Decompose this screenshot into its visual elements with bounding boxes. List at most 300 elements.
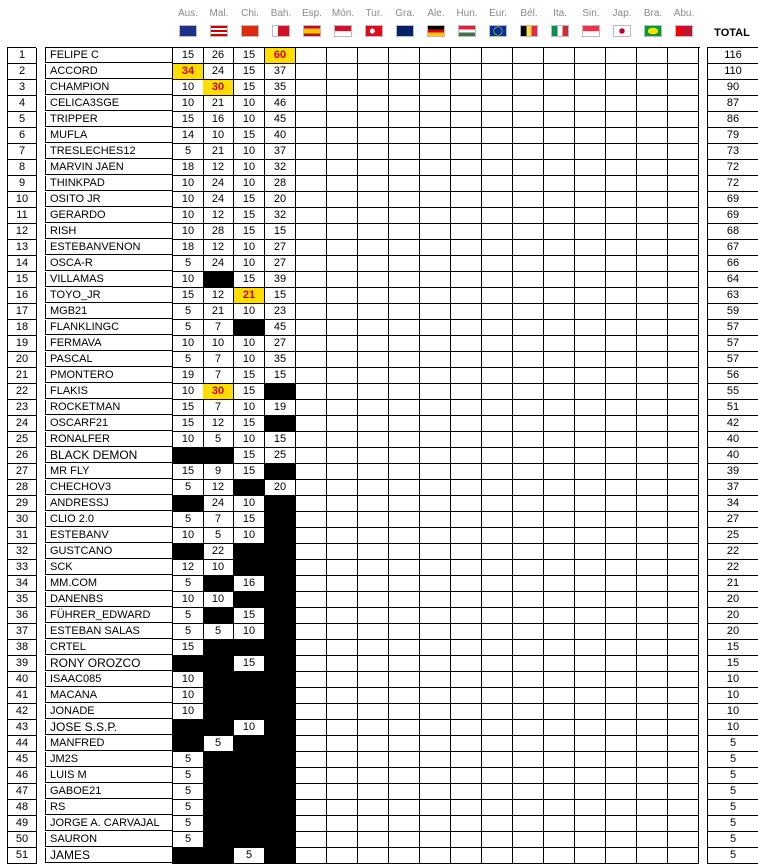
score-cell [668,176,699,192]
score-cell [420,144,451,160]
score-cell [327,400,358,416]
score-cell [296,256,327,272]
score-cell: 10 [234,240,265,256]
score-cell [296,368,327,384]
score-cell [327,528,358,544]
score-cell [606,512,637,528]
score-cell: 7 [203,368,234,384]
score-cell [668,816,699,832]
score-cell: 10 [172,672,204,688]
score-cell [389,352,420,368]
player-name-cell: MARVIN JAEN [45,160,173,175]
score-cell [420,512,451,528]
score-cell [327,512,358,528]
score-cell [389,304,420,320]
score-cell [606,256,637,272]
score-cell [544,720,575,736]
rank-cell: 30 [7,512,37,528]
score-cell [544,256,575,272]
score-cell [420,288,451,304]
score-cell [637,560,668,576]
table-row [0,656,758,672]
score-cell [389,336,420,352]
score-cell: 15 [234,608,265,624]
score-cell [358,176,389,192]
table-row [0,672,758,688]
score-cell [482,464,513,480]
score-cell [389,176,420,192]
score-cell [451,672,482,688]
score-cell [606,240,637,256]
score-cell [575,448,606,464]
score-cell [389,384,420,400]
score-cell [482,704,513,720]
score-cell: 5 [203,624,234,640]
score-cell: 7 [203,400,234,416]
score-cell [327,224,358,240]
score-cell [265,576,296,592]
score-cell [544,736,575,752]
score-cell [172,736,204,752]
score-cell: 10 [203,128,234,144]
score-cell [575,192,606,208]
score-cell [668,480,699,496]
score-cell: 5 [203,432,234,448]
score-cell [296,768,327,784]
score-cell [606,624,637,640]
score-cell [358,336,389,352]
score-cell: 10 [172,208,204,224]
score-cell: 5 [172,352,204,368]
score-cell [420,48,451,64]
score-cell [203,816,234,832]
score-cell [606,128,637,144]
score-cell [513,624,544,640]
score-cell: 22 [203,544,234,560]
rank-cell: 10 [7,192,37,208]
score-cell [327,816,358,832]
score-cell [544,128,575,144]
score-cell [358,96,389,112]
score-cell [420,496,451,512]
score-cell [513,752,544,768]
score-cell [668,240,699,256]
score-cell [451,768,482,784]
score-cell [296,848,327,864]
score-cell [327,592,358,608]
score-cell [482,80,513,96]
score-cell [296,432,327,448]
score-cell [265,736,296,752]
table-row [0,464,758,480]
score-cell [513,704,544,720]
score-cell [668,288,699,304]
score-cell [513,160,544,176]
score-cell: 15 [172,640,204,656]
score-cell [544,432,575,448]
score-cell [637,704,668,720]
score-cell [327,672,358,688]
score-cell [420,656,451,672]
player-name-cell: ISAAC085 [45,672,173,687]
score-cell [513,848,544,864]
player-name-cell: THINKPAD [45,176,173,191]
rank-cell: 38 [7,640,37,656]
total-cell: 20 [707,608,758,624]
score-cell: 10 [172,80,204,96]
score-cell [451,736,482,752]
score-cell: 24 [203,64,234,80]
score-cell [575,240,606,256]
score-cell [420,672,451,688]
score-cell: 10 [203,336,234,352]
score-cell [606,96,637,112]
score-cell [389,192,420,208]
table-row [0,608,758,624]
score-cell [358,752,389,768]
japan-flag-icon [613,25,631,37]
score-cell [606,336,637,352]
player-name-cell: MACANA [45,688,173,703]
score-cell: 12 [203,288,234,304]
score-cell [389,752,420,768]
score-cell [234,672,265,688]
table-row [0,224,758,240]
score-cell: 15 [234,512,265,528]
score-cell [172,720,204,736]
score-cell [327,192,358,208]
score-cell [265,816,296,832]
score-cell [513,832,544,848]
score-cell [389,240,420,256]
score-cell [637,368,668,384]
score-cell [575,768,606,784]
score-cell [358,624,389,640]
score-cell [544,320,575,336]
player-name-cell: CLIO 2.0 [45,512,173,527]
score-cell [327,544,358,560]
player-name-cell: LUIS M [45,768,173,783]
score-cell [389,448,420,464]
score-cell [513,688,544,704]
rank-cell: 23 [7,400,37,416]
score-cell: 5 [172,480,204,496]
score-cell [172,448,204,464]
score-cell [358,384,389,400]
score-cell [575,352,606,368]
score-cell [327,176,358,192]
table-row [0,544,758,560]
score-cell [420,96,451,112]
score-cell [637,416,668,432]
score-cell [575,656,606,672]
score-cell [327,144,358,160]
score-cell [637,688,668,704]
player-name-cell: GABOE21 [45,784,173,799]
score-cell: 5 [172,752,204,768]
score-cell [544,592,575,608]
total-cell: 25 [707,528,758,544]
score-cell: 10 [172,592,204,608]
score-cell [358,608,389,624]
score-cell [265,752,296,768]
score-cell: 10 [234,96,265,112]
score-cell [296,480,327,496]
score-cell [358,848,389,864]
score-cell [420,848,451,864]
score-cell [544,208,575,224]
score-cell: 5 [172,768,204,784]
table-row [0,800,758,816]
score-cell [234,320,265,336]
total-cell: 20 [707,592,758,608]
score-cell [606,720,637,736]
score-cell [358,784,389,800]
total-cell: 22 [707,560,758,576]
score-cell [389,128,420,144]
table-row [0,128,758,144]
score-cell: 24 [203,192,234,208]
score-cell [296,160,327,176]
score-cell [606,736,637,752]
score-cell [637,784,668,800]
score-cell [265,672,296,688]
score-cell [606,464,637,480]
score-cell [575,848,606,864]
score-cell [575,464,606,480]
score-cell [482,832,513,848]
score-cell [482,448,513,464]
score-cell [451,432,482,448]
score-cell [389,832,420,848]
score-cell [203,272,234,288]
total-cell: 56 [707,368,758,384]
score-cell [389,768,420,784]
score-cell [420,688,451,704]
player-name-cell: GERARDO [45,208,173,223]
score-cell: 10 [234,720,265,736]
score-cell: 10 [172,176,204,192]
score-cell [389,432,420,448]
score-cell [513,496,544,512]
score-cell [420,352,451,368]
score-cell [606,528,637,544]
score-cell [637,832,668,848]
score-cell: 15 [172,416,204,432]
score-cell [420,816,451,832]
score-cell [606,416,637,432]
score-cell [668,96,699,112]
rank-cell: 13 [7,240,37,256]
score-cell [513,672,544,688]
score-cell [203,800,234,816]
score-cell [513,784,544,800]
score-cell [575,432,606,448]
table-row [0,256,758,272]
score-cell [327,464,358,480]
score-cell [668,272,699,288]
score-cell [606,80,637,96]
score-cell [234,592,265,608]
score-cell: 10 [203,560,234,576]
total-cell: 90 [707,80,758,96]
total-cell: 57 [707,352,758,368]
score-cell [358,80,389,96]
score-cell [234,752,265,768]
score-cell [482,656,513,672]
score-cell [513,112,544,128]
score-cell [606,608,637,624]
germany-flag-icon [427,25,445,37]
score-cell: 5 [172,144,204,160]
table-row [0,208,758,224]
score-cell [203,576,234,592]
rank-cell: 3 [7,80,37,96]
score-cell [513,80,544,96]
player-name-cell: JONADE [45,704,173,719]
score-cell: 15 [172,48,204,64]
total-cell: 5 [707,816,758,832]
player-name-cell: RS [45,800,173,815]
score-cell: 15 [265,288,296,304]
score-cell: 15 [172,112,204,128]
score-cell: 15 [234,48,265,64]
score-cell [451,336,482,352]
score-cell [575,800,606,816]
score-cell [482,368,513,384]
score-cell: 10 [234,176,265,192]
score-cell: 15 [234,368,265,384]
score-cell [544,464,575,480]
score-cell [358,400,389,416]
score-cell: 5 [172,800,204,816]
score-cell [389,368,420,384]
score-cell [296,784,327,800]
score-cell [513,480,544,496]
total-cell: 40 [707,432,758,448]
score-cell [451,496,482,512]
rank-cell: 14 [7,256,37,272]
score-cell [389,144,420,160]
score-cell [265,384,296,400]
score-cell [358,288,389,304]
score-cell [606,368,637,384]
score-cell [265,784,296,800]
score-cell [575,704,606,720]
score-cell [513,544,544,560]
score-cell [327,336,358,352]
score-cell [513,256,544,272]
score-cell: 5 [234,848,265,864]
score-cell [203,672,234,688]
total-cell: 72 [707,176,758,192]
total-cell: 57 [707,336,758,352]
rank-cell: 25 [7,432,37,448]
score-cell [606,112,637,128]
score-cell [637,160,668,176]
score-cell [513,192,544,208]
score-cell [637,816,668,832]
score-cell [575,480,606,496]
table-row [0,192,758,208]
score-cell [451,592,482,608]
score-cell: 27 [265,240,296,256]
score-cell [389,528,420,544]
score-cell: 10 [234,432,265,448]
total-header: TOTAL [714,27,750,39]
score-cell: 12 [203,480,234,496]
score-cell [358,64,389,80]
score-cell [234,816,265,832]
score-cell [327,496,358,512]
rank-cell: 5 [7,112,37,128]
player-name-cell: OSCARF21 [45,416,173,431]
score-cell [668,256,699,272]
total-cell: 73 [707,144,758,160]
score-cell [606,432,637,448]
score-cell: 10 [172,528,204,544]
score-cell [451,128,482,144]
score-cell [327,64,358,80]
score-cell: 5 [172,832,204,848]
player-name-cell: ESTEBANV [45,528,173,543]
rank-cell: 49 [7,816,37,832]
score-cell [606,560,637,576]
score-cell [513,96,544,112]
total-cell: 37 [707,480,758,496]
score-cell [451,288,482,304]
score-cell [234,784,265,800]
score-cell [637,640,668,656]
total-cell: 79 [707,128,758,144]
score-cell [513,800,544,816]
score-cell [482,160,513,176]
score-cell [451,64,482,80]
score-cell [327,352,358,368]
score-cell [358,160,389,176]
score-cell: 12 [203,208,234,224]
score-cell [327,640,358,656]
score-cell [358,240,389,256]
score-cell [203,688,234,704]
score-cell [358,720,389,736]
score-cell [575,224,606,240]
score-cell: 7 [203,352,234,368]
score-cell [451,528,482,544]
score-cell [482,176,513,192]
score-cell [575,48,606,64]
score-cell [637,448,668,464]
score-cell [358,704,389,720]
score-cell [544,48,575,64]
score-cell [420,752,451,768]
rank-cell: 17 [7,304,37,320]
player-name-cell: RISH [45,224,173,239]
score-cell [389,224,420,240]
score-cell: 45 [265,112,296,128]
score-cell: 25 [265,448,296,464]
rank-cell: 36 [7,608,37,624]
score-cell [637,96,668,112]
score-cell [482,416,513,432]
score-cell [575,512,606,528]
score-cell: 30 [203,80,234,96]
table-row [0,496,758,512]
player-name-cell: ESTEBANVENON [45,240,173,255]
score-cell [389,656,420,672]
spain-flag-icon [303,25,321,37]
score-cell [513,400,544,416]
